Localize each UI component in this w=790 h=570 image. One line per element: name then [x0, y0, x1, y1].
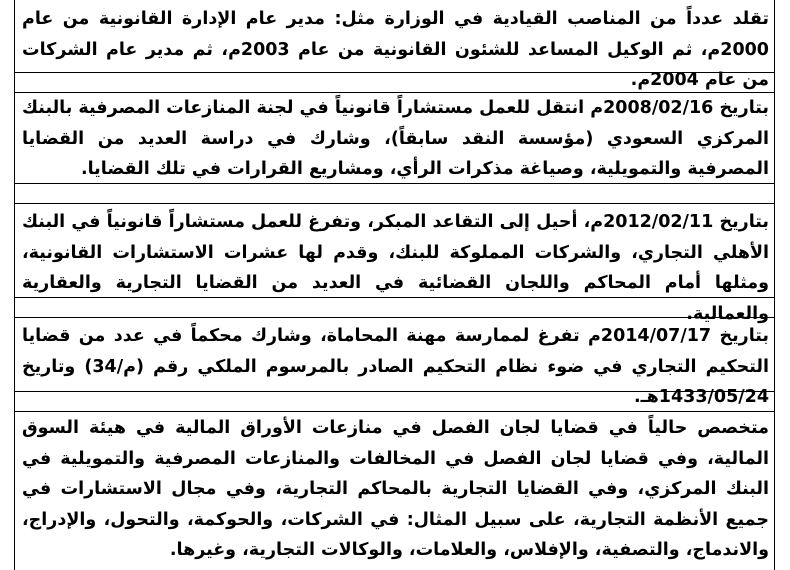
empty-row	[15, 184, 774, 204]
table-row: بتاريخ 2012/02/11م، أحيل إلى التقاعد المبكر، وتفرغ للعمل مستشاراً قانونياً في البنك الأهلي التجاري، والشركات المملوكة للبنك، وقدم لها عشرات الاستشارات القانونية، ومثلها أمام المحاكم واللجان القضائية في العديد من القضايا التجارية والعقارية والعمالية.	[15, 204, 774, 298]
empty-row	[15, 298, 774, 318]
table-row: بتاريخ 2014/07/17م تفرغ لممارسة مهنة المحاماة، وشارك محكماً في عدد من قضايا التحكيم التجاري في ضوء نظام التحكيم الصادر بالمرسوم الملكي رقم (م/34) وتاريخ 1433/05/24هـ.	[15, 318, 774, 392]
table-row: بتاريخ 2008/02/16م انتقل للعمل مستشاراً قانونياً في لجنة المنازعات المصرفية بالبنك المركزي السعودي (مؤسسة النقد سابقاً)، وشارك في دراسة العديد من القضايا المصرفية والتمويلية، وصياغة مذكرات الرأي، ومشاريع القرارات في تلك القضايا.	[15, 93, 774, 184]
table-row: تقلد عدداً من المناصب القيادية في الوزارة مثل: مدير عام الإدارة القانونية من عام 2000م، ثم الوكيل المساعد للشئون القانونية من عام 2003م، ثم مدير عام الشركات من عام 2004م.	[15, 0, 774, 73]
table-row: متخصص حالياً في قضايا لجان الفصل في منازعات الأوراق المالية في هيئة السوق المالية، وفي قضايا لجان الفصل في المخالفات والمنازعات المصرفية والتمويلية في البنك المركزي، وفي القضايا التجارية بالمحاكم التجارية، وفي مجال الاستشارات في جميع الأنظمة التجارية، على سبيل المثال: في الشركات، والحوكمة، والتحول، والإدراج، والاندماج، والتصفية، والإفلاس، والعلامات، والوكالات التجارية، وغيرها.	[22, 418, 769, 560]
career-table	[14, 0, 775, 570]
